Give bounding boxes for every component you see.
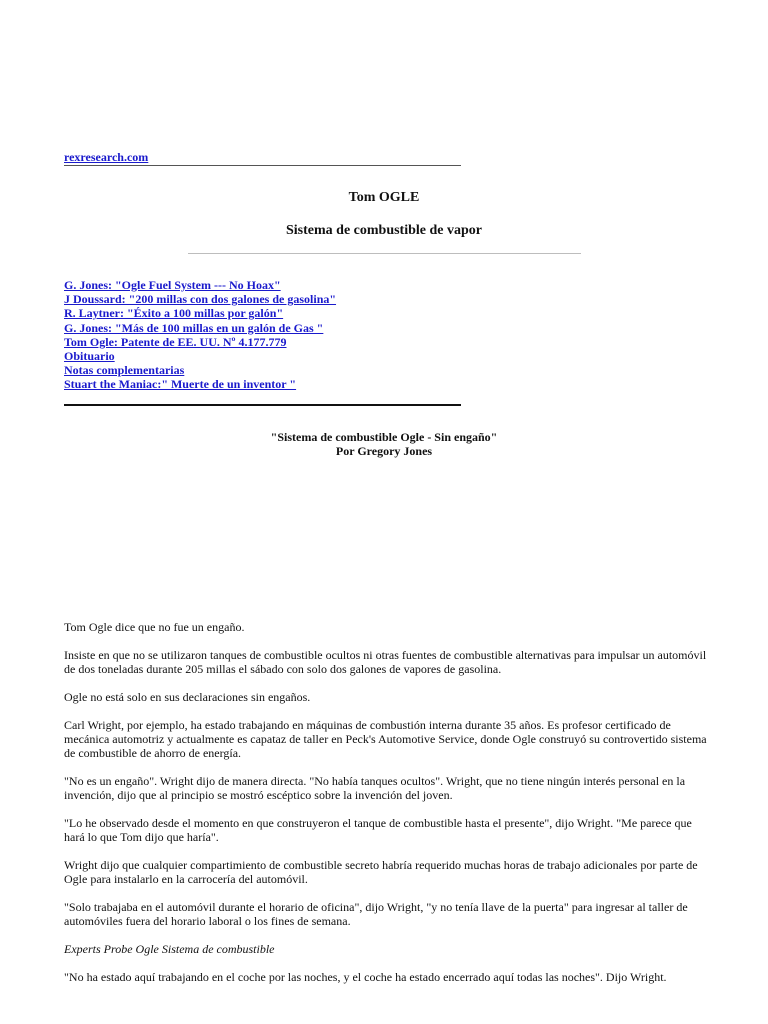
paragraph: "Lo he observado desde el momento en que construyeron el tanque de combustible hasta el presente", dijo Wright. "Me parece que hará lo que Tom dijo que haría". (64, 816, 692, 844)
toc-item (64, 349, 336, 363)
site-link[interactable]: rexresearch.com (64, 150, 149, 164)
paragraph: Tom Ogle dice que no fue un engaño. (64, 620, 245, 634)
article-byline: Por Gregory Jones (335, 444, 433, 458)
toc-link[interactable]: G. Jones: "Ogle Fuel System --- No Hoax" (64, 278, 281, 292)
toc-item (64, 292, 336, 306)
article-title: "Sistema de combustible Ogle - Sin engaño" (270, 430, 498, 444)
article-header (0, 430, 768, 458)
page-subtitle: Sistema de combustible de vapor (286, 223, 482, 238)
page-title: Tom OGLE (348, 190, 420, 205)
header-divider (64, 165, 461, 166)
table-of-contents (64, 278, 336, 392)
toc-link[interactable]: Notas complementarias (64, 363, 185, 378)
toc-item (64, 321, 336, 335)
paragraph: Insiste en que no se utilizaron tanques de combustible ocultos ni otras fuentes de combustible alternativas para impulsar un automóvil de dos toneladas durante 205 millas el sábado con solo dos galones de vapores de gasolina. (64, 648, 707, 676)
toc-link[interactable]: J Doussard: "200 millas con dos galones de gasolina" (64, 292, 337, 307)
toc-item (64, 278, 336, 292)
toc-link[interactable]: Obituario (64, 349, 115, 364)
toc-item (64, 377, 336, 391)
paragraph: Carl Wright, por ejemplo, ha estado trabajando en máquinas de combustión interna durante 35 años. Es profesor certificado de mecánica automotriz y actualmente es capataz de taller en Peck's Automotive Service, donde Ogle construyó su controvertido sistema de combustible de ahorro de energía. (64, 718, 707, 760)
toc-item (64, 335, 336, 349)
paragraph: Ogle no está solo en sus declaraciones sin engaños. (64, 690, 311, 704)
toc-link[interactable]: R. Laytner: "Éxito a 100 millas por galón" (64, 306, 284, 321)
title-divider (188, 253, 581, 254)
toc-divider (64, 404, 461, 406)
paragraph: "Solo trabajaba en el automóvil durante el horario de oficina", dijo Wright, "y no tenía llave de la puerta" para ingresar al taller de automóviles fuera del horario laboral o los fines de semana. (64, 900, 688, 928)
article-body (64, 620, 714, 998)
toc-item (64, 306, 336, 320)
toc-item (64, 363, 336, 377)
toc-link[interactable]: Tom Ogle: Patente de EE. UU. Nº 4.177.779 (64, 334, 287, 349)
paragraph: "No es un engaño". Wright dijo de manera directa. "No había tanques ocultos". Wright, que no tiene ningún interés personal en la invención, dijo que al principio se mostró escéptico sobre la invención del joven. (64, 774, 686, 802)
section-subheading: Experts Probe Ogle Sistema de combustible (64, 942, 275, 956)
paragraph: "No ha estado aquí trabajando en el coche por las noches, y el coche ha estado encerrado aquí todas las noches". Dijo Wright. (64, 970, 667, 984)
toc-link[interactable]: G. Jones: "Más de 100 millas en un galón de Gas " (64, 320, 324, 335)
paragraph: Wright dijo que cualquier compartimiento de combustible secreto habría requerido muchas horas de trabajo adicionales por parte de Ogle para instalarlo en la carrocería del automóvil. (64, 858, 698, 886)
toc-link[interactable]: Stuart the Maniac:" Muerte de un inventor " (64, 377, 297, 392)
